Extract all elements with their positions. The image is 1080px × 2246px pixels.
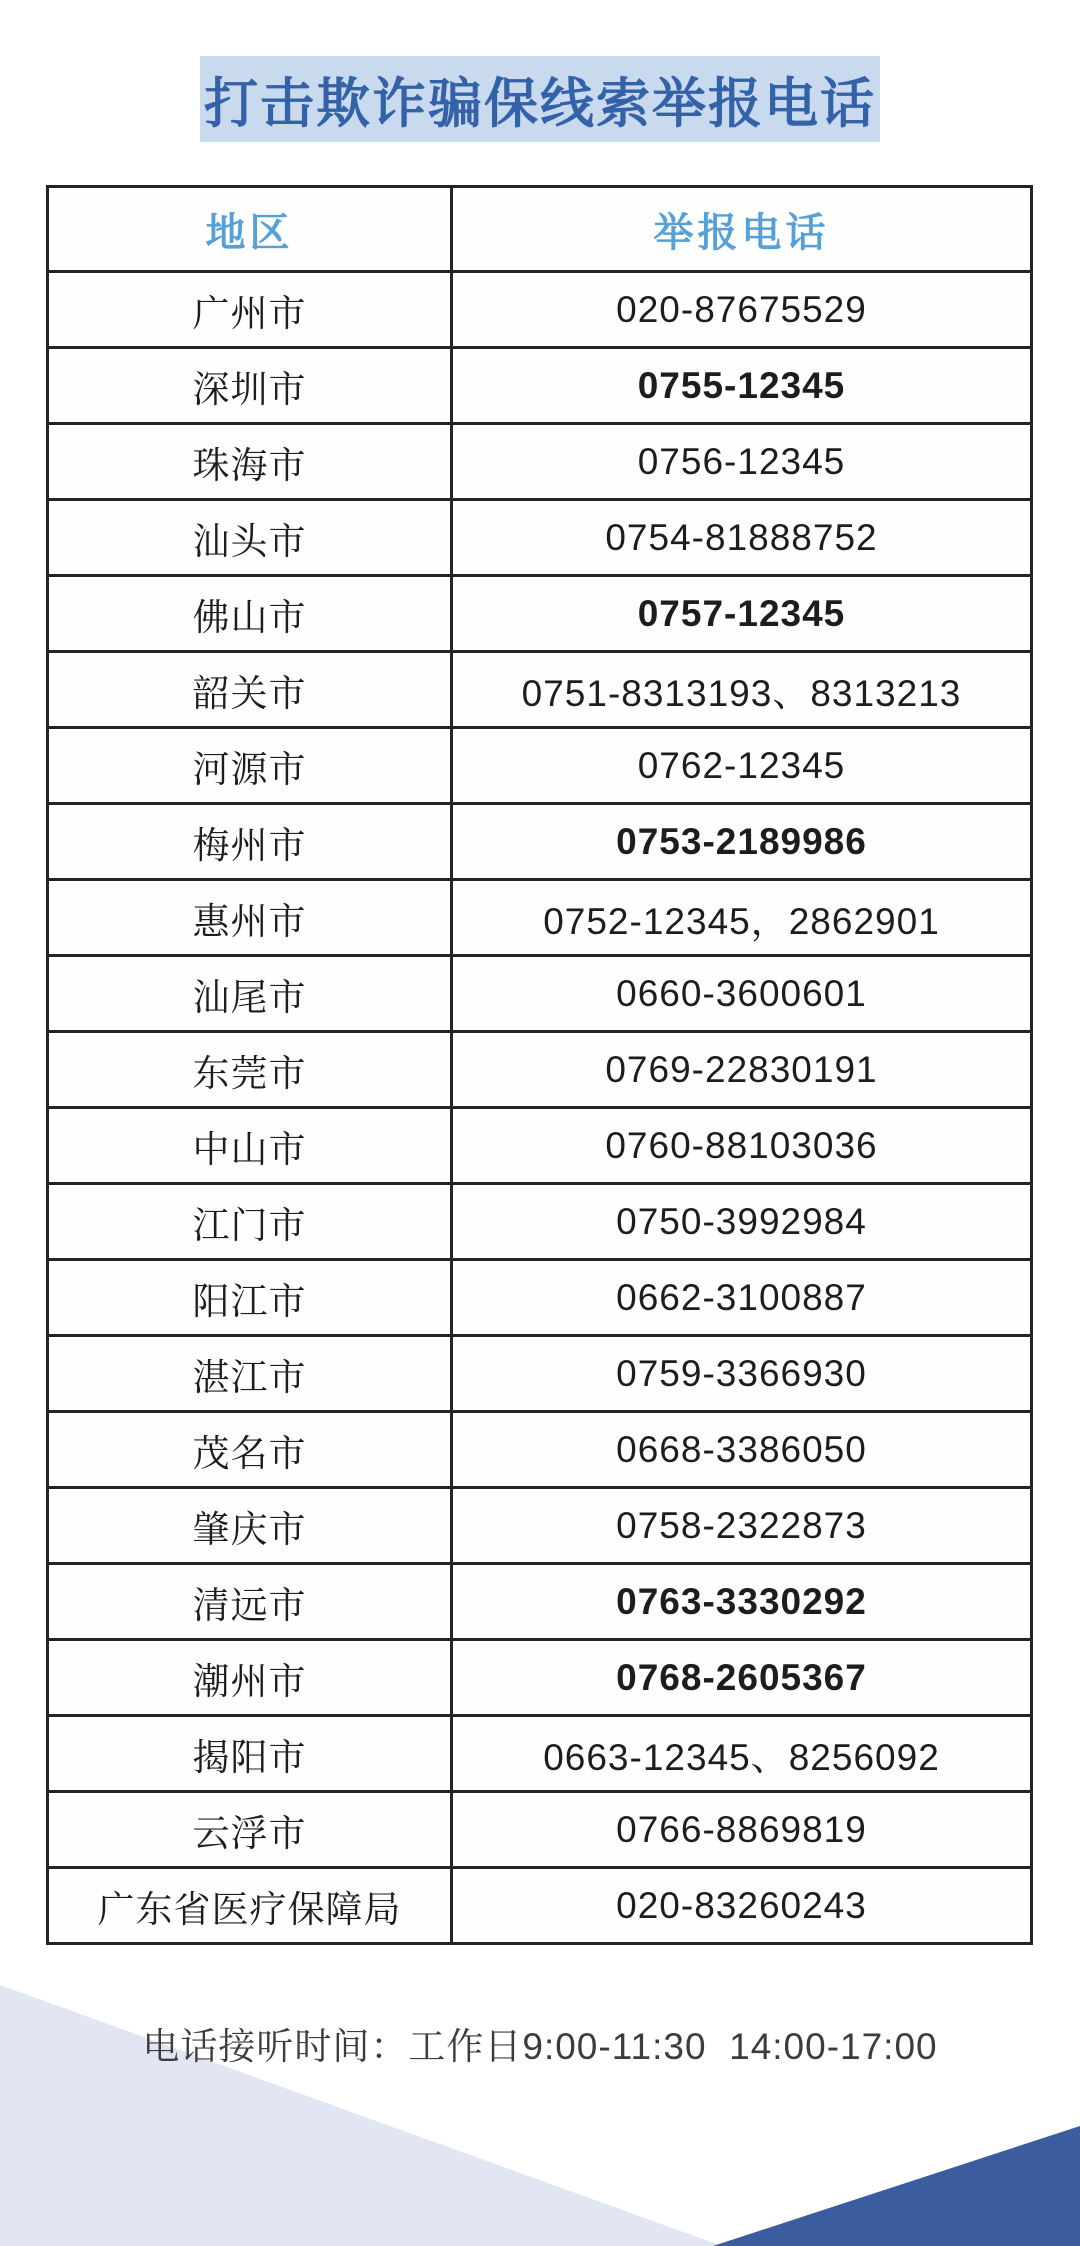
table-row	[48, 1640, 1032, 1716]
hotline-table-body	[48, 272, 1032, 1944]
table-row	[48, 1488, 1032, 1564]
table-row	[48, 348, 1032, 424]
region-cell: 佛山市	[48, 576, 452, 652]
phone-cell: 0759-3366930	[452, 1336, 1032, 1412]
phone-cell: 0763-3330292	[452, 1564, 1032, 1640]
table-row	[48, 728, 1032, 804]
phone-cell: 0760-88103036	[452, 1108, 1032, 1184]
page-title: 打击欺诈骗保线索举报电话	[204, 73, 876, 134]
phone-cell: 0754-81888752	[452, 500, 1032, 576]
phone-cell: 0766-8869819	[452, 1792, 1032, 1868]
region-cell: 河源市	[48, 728, 452, 804]
table-row	[48, 576, 1032, 652]
phone-cell: 0660-3600601	[452, 956, 1032, 1032]
table-row	[48, 1336, 1032, 1412]
table-row	[48, 424, 1032, 500]
phone-cell: 0668-3386050	[452, 1412, 1032, 1488]
table-row	[48, 500, 1032, 576]
table-row	[48, 1032, 1032, 1108]
phone-cell: 0756-12345	[452, 424, 1032, 500]
table-row	[48, 1108, 1032, 1184]
region-cell: 珠海市	[48, 424, 452, 500]
region-cell: 肇庆市	[48, 1488, 452, 1564]
table-row	[48, 272, 1032, 348]
table-row	[48, 1716, 1032, 1792]
table-row	[48, 956, 1032, 1032]
phone-cell: 0768-2605367	[452, 1640, 1032, 1716]
table-row	[48, 1260, 1032, 1336]
title-banner	[200, 56, 880, 142]
region-cell: 深圳市	[48, 348, 452, 424]
table-row	[48, 1184, 1032, 1260]
phone-cell: 0663-12345、8256092	[452, 1716, 1032, 1792]
phone-cell: 0755-12345	[452, 348, 1032, 424]
phone-cell: 0769-22830191	[452, 1032, 1032, 1108]
region-cell: 惠州市	[48, 880, 452, 956]
phone-cell: 020-87675529	[452, 272, 1032, 348]
region-cell: 广东省医疗保障局	[48, 1868, 452, 1944]
table-row	[48, 1792, 1032, 1868]
phone-cell: 0762-12345	[452, 728, 1032, 804]
region-cell: 揭阳市	[48, 1716, 452, 1792]
phone-cell: 0662-3100887	[452, 1260, 1032, 1336]
phone-cell: 0752-12345，2862901	[452, 880, 1032, 956]
hotline-table	[46, 185, 1033, 1945]
phone-cell: 0753-2189986	[452, 804, 1032, 880]
phone-cell: 020-83260243	[452, 1868, 1032, 1944]
table-row	[48, 1868, 1032, 1944]
region-cell: 茂名市	[48, 1412, 452, 1488]
header-row	[48, 187, 1032, 272]
table-row	[48, 1412, 1032, 1488]
header-phone: 举报电话	[452, 187, 1032, 272]
table-row	[48, 804, 1032, 880]
region-cell: 汕尾市	[48, 956, 452, 1032]
phone-cell: 0751-8313193、8313213	[452, 652, 1032, 728]
region-cell: 阳江市	[48, 1260, 452, 1336]
region-cell: 中山市	[48, 1108, 452, 1184]
table-row	[48, 880, 1032, 956]
region-cell: 汕头市	[48, 500, 452, 576]
phone-cell: 0758-2322873	[452, 1488, 1032, 1564]
region-cell: 东莞市	[48, 1032, 452, 1108]
region-cell: 云浮市	[48, 1792, 452, 1868]
region-cell: 潮州市	[48, 1640, 452, 1716]
table-row	[48, 1564, 1032, 1640]
region-cell: 韶关市	[48, 652, 452, 728]
table-row	[48, 652, 1032, 728]
decor-triangle-dark	[713, 2126, 1080, 2246]
region-cell: 梅州市	[48, 804, 452, 880]
region-cell: 江门市	[48, 1184, 452, 1260]
phone-cell: 0757-12345	[452, 576, 1032, 652]
header-region: 地区	[48, 187, 452, 272]
region-cell: 广州市	[48, 272, 452, 348]
phone-cell: 0750-3992984	[452, 1184, 1032, 1260]
region-cell: 清远市	[48, 1564, 452, 1640]
region-cell: 湛江市	[48, 1336, 452, 1412]
answering-hours-note: 电话接听时间：工作日9:00-11:30 14:00-17:00	[142, 2026, 938, 2067]
